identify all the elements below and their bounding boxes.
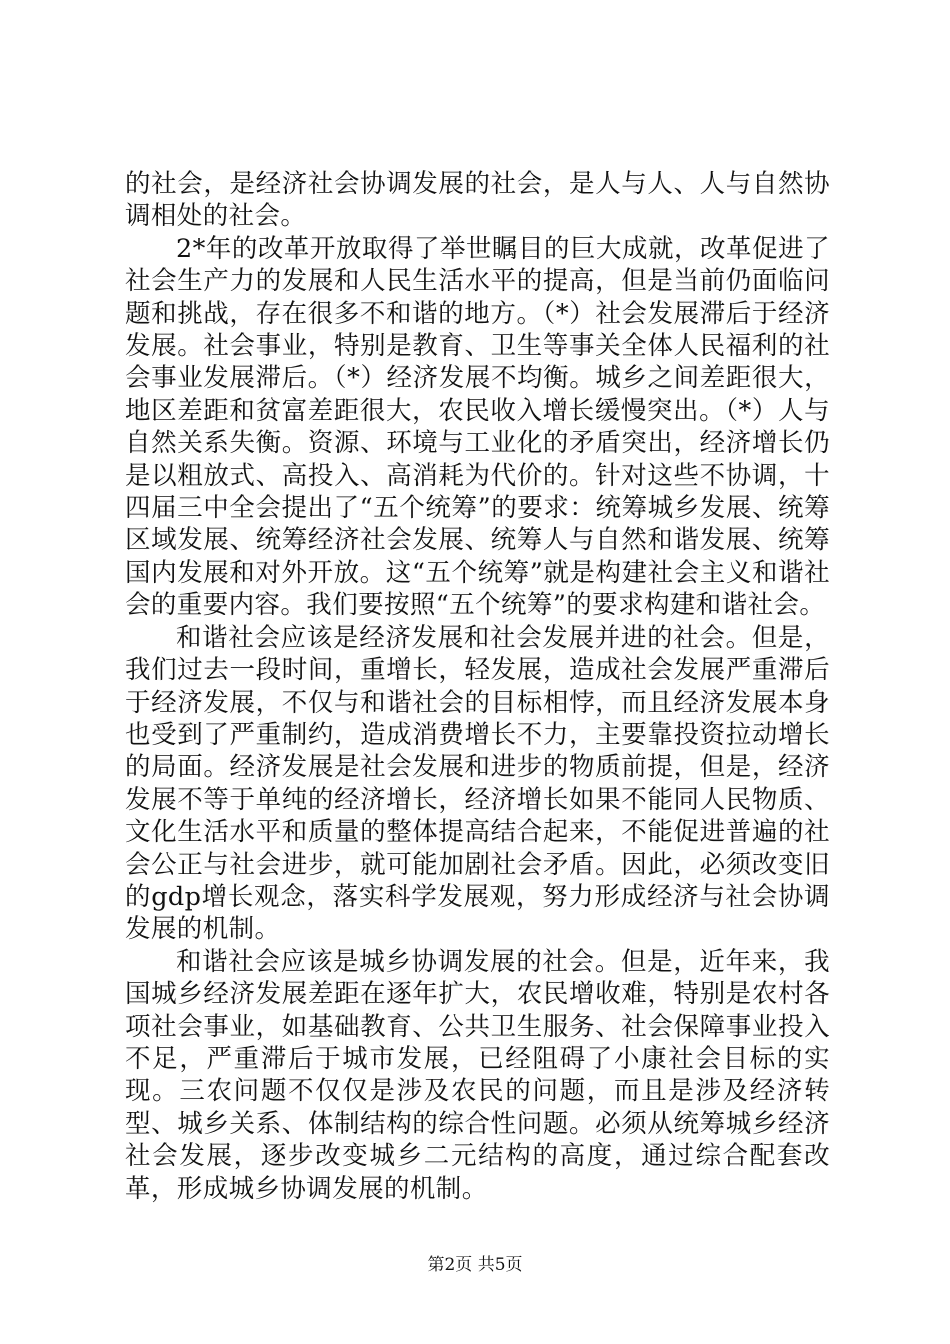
document-body (125, 168, 830, 1205)
paragraph-continuation: 的社会，是经济社会协调发展的社会，是人与人、人与自然协调相处的社会。 (125, 169, 830, 232)
page-number-footer: 第2页 共5页 (427, 1255, 523, 1275)
paragraph-economic-social-development: 和谐社会应该是经济发展和社会发展并进的社会。但是，我们过去一段时间，重增长，轻发展，造成社会发展严重滞后于经济发展，不仅与和谐社会的目标相悖，而且经济发展本身也受到了严重制约，造成消费增长不力，主要靠投资拉动增长的局面。经济发展是社会发展和进步的物质前提，但是，经济发展不等于单纯的经济增长，经济增长如果不能同人民物质、文化生活水平和质量的整体提高结合起来，不能促进普遍的社会公正与社会进步，就可能加剧社会矛盾。因此，必须改变旧的gdp增长观念，落实科学发展观，努力形成经济与社会协调发展的机制。 (125, 622, 830, 945)
paragraph-urban-rural-development: 和谐社会应该是城乡协调发展的社会。但是，近年来，我国城乡经济发展差距在逐年扩大，农民增收难，特别是农村各项社会事业，如基础教育、公共卫生服务、社会保障事业投入不足，严重滞后于城市发展，已经阻碍了小康社会目标的实现。三农问题不仅仅是涉及农民的问题，而且是涉及经济转型、城乡关系、体制结构的综合性问题。必须从统筹城乡经济社会发展，逐步改变城乡二元结构的高度，通过综合配套改革，形成城乡协调发展的机制。 (125, 946, 830, 1204)
paragraph-reform-achievements: 2*年的改革开放取得了举世瞩目的巨大成就，改革促进了社会生产力的发展和人民生活水平的提高，但是当前仍面临问题和挑战，存在很多不和谐的地方。（*）社会发展滞后于经济发展。社会事业，特别是教育、卫生等事关全体人民福利的社会事业发展滞后。（*）经济发展不均衡。城乡之间差距很大，地区差距和贫富差距很大，农民收入增长缓慢突出。（*）人与自然关系失衡。资源、环境与工业化的矛盾突出，经济增长仍是以粗放式、高投入、高消耗为代价的。针对这些不协调，十四届三中全会提出了“五个统筹”的要求：统筹城乡发展、统筹区域发展、统筹经济社会发展、统筹人与自然和谐发展、统筹国内发展和对外开放。这“五个统筹”就是构建社会主义和谐社会的重要内容。我们要按照“五个统筹”的要求构建和谐社会。 (125, 233, 830, 621)
